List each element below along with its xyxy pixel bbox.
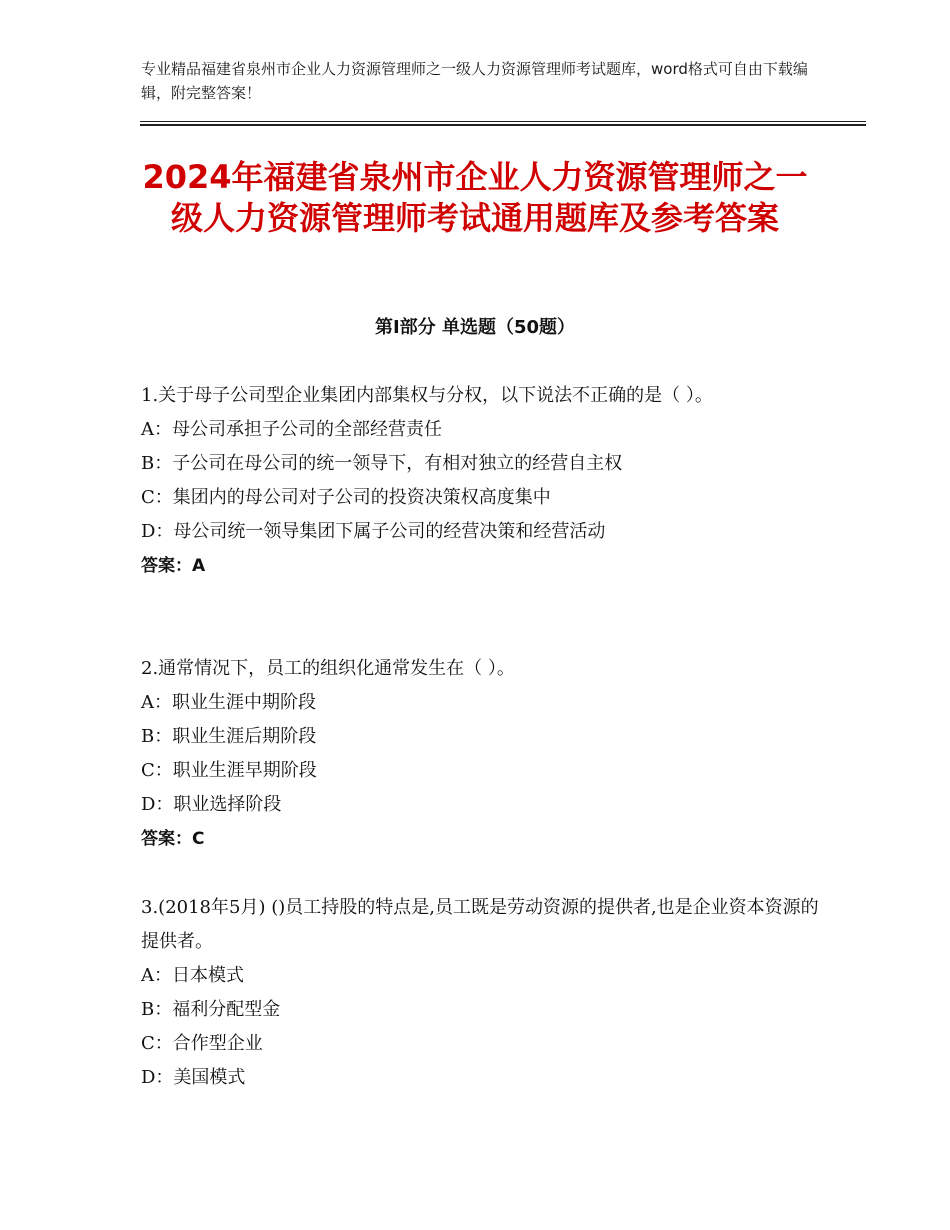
option-c: C：合作型企业 [141, 1033, 263, 1054]
option-b: B：福利分配型金 [141, 999, 281, 1020]
question-1 [141, 379, 831, 583]
option-a: A：日本模式 [141, 965, 244, 986]
option-c: C：职业生涯早期阶段 [141, 760, 317, 781]
option-d: D：美国模式 [141, 1067, 246, 1088]
option-d: D：职业选择阶段 [141, 794, 282, 815]
option-a: A：职业生涯中期阶段 [141, 692, 316, 713]
option-b: B：子公司在母公司的统一领导下，有相对独立的经营自主权 [141, 453, 623, 474]
question-stem: 1.关于母子公司型企业集团内部集权与分权，以下说法不正确的是（ ）。 [141, 385, 713, 406]
document-title: 2024年福建省泉州市企业人力资源管理师之一级人力资源管理师考试通用题库及参考答案 [142, 158, 808, 237]
question-stem: 3.(2018年5月) ()员工持股的特点是,员工既是劳动资源的提供者,也是企业资本资源的提供者。 [141, 897, 819, 952]
option-b: B：职业生涯后期阶段 [141, 726, 317, 747]
question-3 [141, 891, 831, 1095]
header-note: 专业精品福建省泉州市企业人力资源管理师之一级人力资源管理师考试题库，word格式可自由下载编辑，附完整答案！ [141, 60, 808, 102]
header-divider-thick [140, 124, 866, 126]
option-a: A：母公司承担子公司的全部经营责任 [141, 419, 442, 440]
answer: 答案：A [141, 556, 206, 576]
option-d: D：母公司统一领导集团下属子公司的经营决策和经营活动 [141, 521, 606, 542]
question-stem: 2.通常情况下，员工的组织化通常发生在（ ）。 [141, 658, 515, 679]
section-title: 第Ⅰ部分 单选题（50题） [374, 317, 575, 338]
answer: 答案：C [141, 829, 205, 849]
header-divider-thin [140, 121, 866, 122]
question-2 [141, 652, 831, 856]
option-c: C：集团内的母公司对子公司的投资决策权高度集中 [141, 487, 551, 508]
